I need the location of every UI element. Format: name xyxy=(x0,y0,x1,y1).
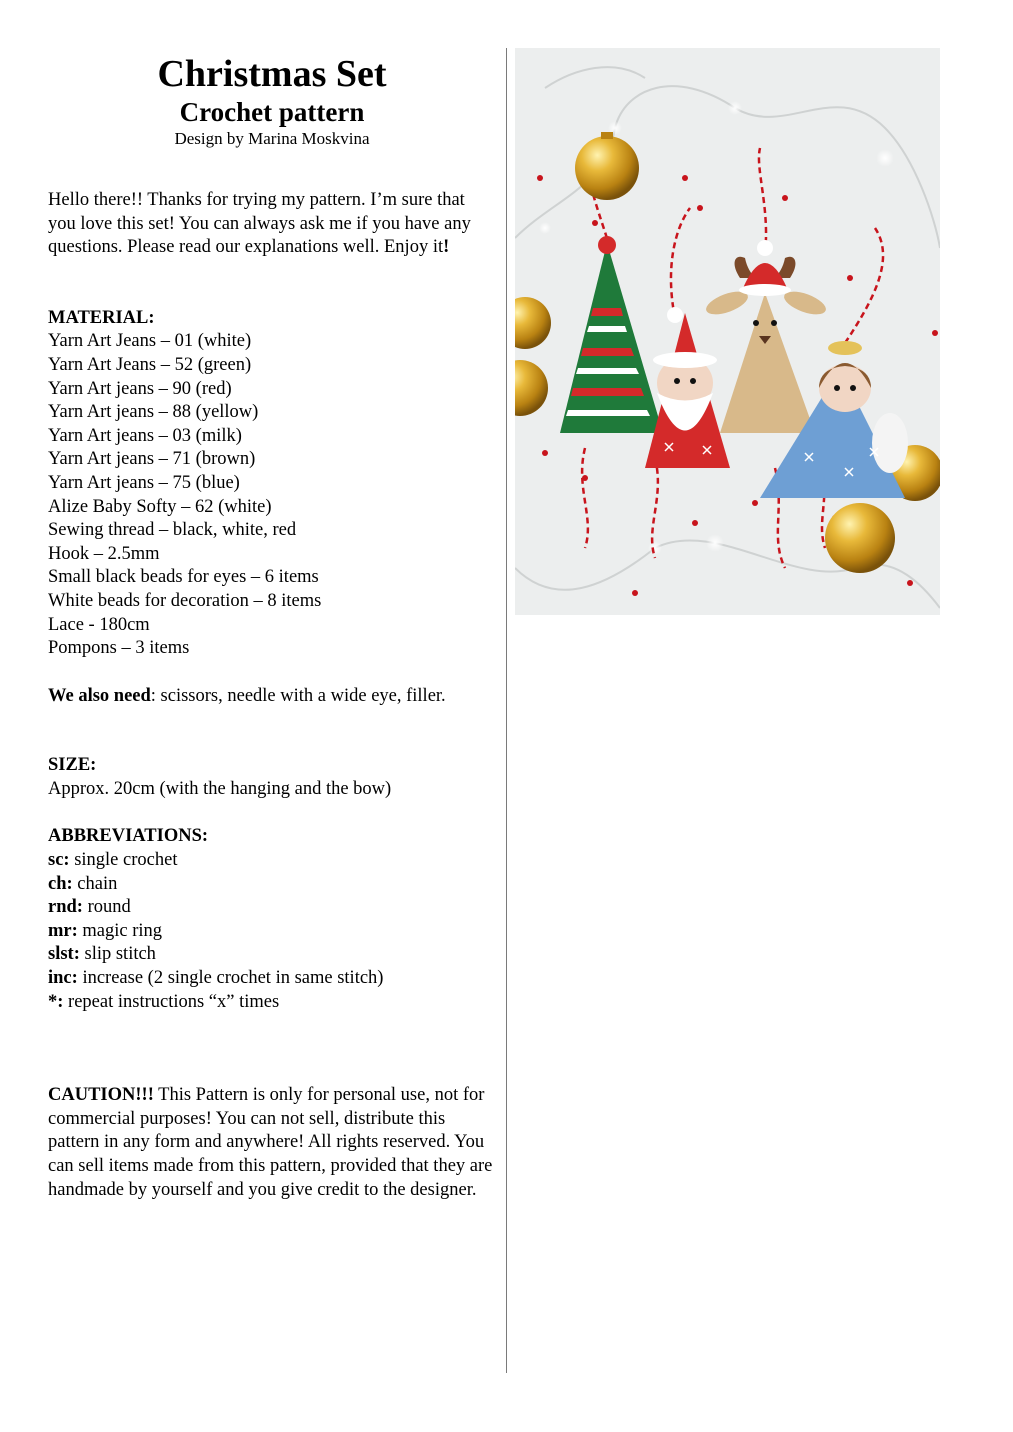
abbreviation-row xyxy=(48,873,496,897)
material-item: Yarn Art jeans – 90 (red) xyxy=(48,378,232,399)
christmas-ornaments-photo xyxy=(515,48,940,615)
abbreviation-key: sc: xyxy=(48,850,70,871)
size-heading: SIZE: xyxy=(48,755,97,776)
page-subtitle: Crochet pattern xyxy=(179,97,365,127)
column-divider xyxy=(506,48,507,1373)
material-item: Lace - 180cm xyxy=(48,614,150,635)
abbreviation-row xyxy=(48,849,496,873)
abbreviation-desc: magic ring xyxy=(77,920,163,941)
intro-text: Hello there!! Thanks for trying my pattern. I’m sure that you love this set! You can always ask me if you have any questions. Please read our explanations well. Enjoy it xyxy=(48,190,471,258)
abbreviations-heading: ABBREVIATIONS: xyxy=(48,826,209,847)
abbreviations-section xyxy=(48,825,496,1014)
material-section xyxy=(48,307,496,709)
intro-emphasis: ! xyxy=(443,237,450,258)
abbreviation-key: inc: xyxy=(48,968,78,989)
abbreviation-desc: repeat instructions “x” times xyxy=(63,991,280,1012)
caution-text: This Pattern is only for personal use, not for commercial purposes! You can not sell, distribute this pattern in any form and anywhere! All rights reserved. You can sell items made from this pattern, provided that they are handmade by yourself and you give credit to the designer. xyxy=(48,1085,493,1200)
abbreviation-row xyxy=(48,943,496,967)
material-item: Yarn Art Jeans – 01 (white) xyxy=(48,331,252,352)
also-need-text: : scissors, needle with a wide eye, filler. xyxy=(150,685,446,706)
size-section xyxy=(48,754,496,801)
abbreviation-row xyxy=(48,967,496,991)
pattern-text-column xyxy=(48,52,496,1202)
material-item: White beads for decoration – 8 items xyxy=(48,590,322,611)
abbreviation-row xyxy=(48,991,496,1015)
material-item: Pompons – 3 items xyxy=(48,638,190,659)
material-item: Yarn Art jeans – 75 (blue) xyxy=(48,472,240,493)
also-need-line xyxy=(48,685,496,709)
intro-paragraph xyxy=(48,189,496,260)
abbreviation-key: ch: xyxy=(48,873,73,894)
abbreviation-desc: slip stitch xyxy=(79,944,156,965)
caution-paragraph xyxy=(48,1084,496,1202)
material-heading: MATERIAL: xyxy=(48,307,155,328)
material-item: Alize Baby Softy – 62 (white) xyxy=(48,496,272,517)
material-item: Yarn Art Jeans – 52 (green) xyxy=(48,354,252,375)
material-item: Yarn Art jeans – 03 (milk) xyxy=(48,425,242,446)
abbreviation-desc: round xyxy=(82,897,131,918)
material-item: Small black beads for eyes – 6 items xyxy=(48,567,319,588)
material-item: Sewing thread – black, white, red xyxy=(48,520,297,541)
material-item: Yarn Art jeans – 71 (brown) xyxy=(48,449,256,470)
abbreviation-desc: chain xyxy=(72,873,118,894)
size-text: Approx. 20cm (with the hanging and the bow) xyxy=(48,778,392,799)
also-need-label: We also need xyxy=(48,685,151,706)
abbreviation-row xyxy=(48,896,496,920)
material-item: Yarn Art jeans – 88 (yellow) xyxy=(48,402,259,423)
material-item: Hook – 2.5mm xyxy=(48,543,160,564)
abbreviation-key: slst: xyxy=(48,944,80,965)
abbreviation-key: mr: xyxy=(48,920,78,941)
designer-byline: Design by Marina Moskvina xyxy=(174,129,370,148)
page-title: Christmas Set xyxy=(157,53,387,95)
abbreviation-row xyxy=(48,920,496,944)
abbreviation-key: *: xyxy=(48,991,64,1012)
abbreviation-desc: single crochet xyxy=(69,850,178,871)
abbreviation-desc: increase (2 single crochet in same stitch) xyxy=(77,968,384,989)
caution-label: CAUTION!!! xyxy=(48,1085,154,1106)
abbreviation-key: rnd: xyxy=(48,897,83,918)
